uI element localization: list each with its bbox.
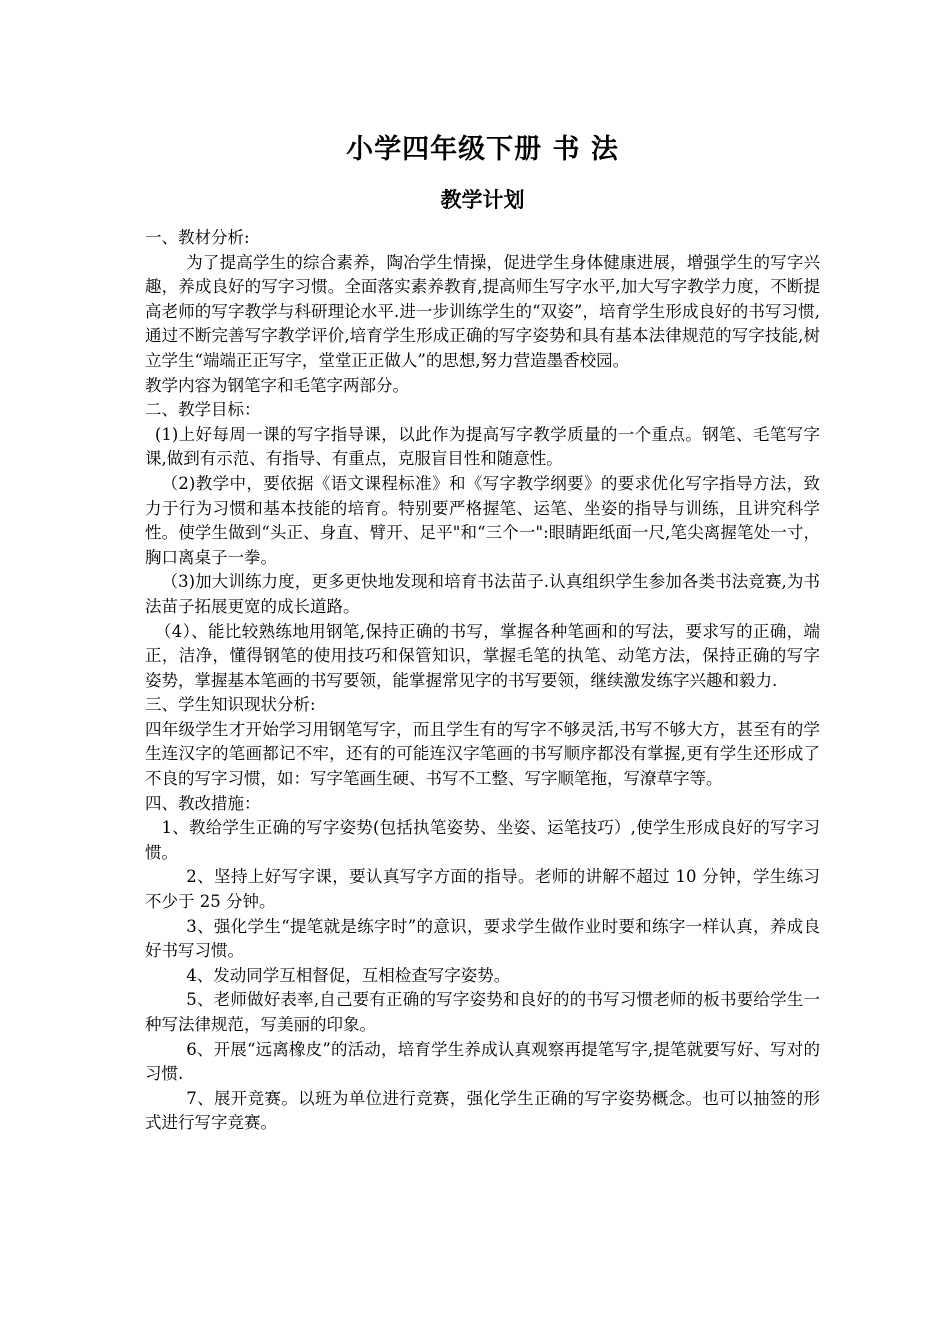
paragraph: （4）、能比较熟练地用钢笔,保持正确的书写，掌握各种笔画和的写法，要求写的正确，端正，洁净，懂得钢笔的使用技巧和保管知识，掌握毛笔的执笔、动笔方法，保持正确的写字姿势，掌握基本笔画的书写要领，能掌握常见字的书写要领，继续激发练字兴趣和毅力.: [145, 621, 820, 690]
paragraph: 四年级学生才开始学习用钢笔写字，而且学生有的写字不够灵活,书写不够大方，甚至有的学生连汉字的笔画都记不牢，还有的可能连汉字笔画的书写顺序都没有掌握,更有学生还形成了不良的写字习惯，如：写字笔画生硬、书写不工整、写字顺笔拖，写潦草字等。: [145, 719, 820, 789]
section-heading-teaching-goals: 二、教学目标：: [145, 400, 261, 420]
section-heading-textbook-analysis: 一、教材分析:: [145, 228, 250, 247]
list-item: 3、强化学生“提笔就是练字时”的意识，要求学生做作业时要和练字一样认真，养成良好书写习惯。: [145, 916, 820, 961]
list-item: 1、教给学生正确的写字姿势(包括执笔姿势、坐姿、运笔技巧）,使学生形成良好的写字习惯。: [145, 818, 820, 862]
list-item: 7、展开竞赛。以班为单位进行竞赛，强化学生正确的写字姿势概念。也可以抽签的形式进行写字竞赛。: [145, 1088, 820, 1133]
document-page: [145, 130, 820, 1136]
section-heading-student-analysis: 三、学生知识现状分析:: [145, 695, 316, 715]
paragraph: 为了提高学生的综合素养，陶冶学生情操，促进学生身体健康进展，增强学生的写字兴趣，养成良好的写字习惯。全面落实素养教育,提高师生写字水平,加大写字教学力度，不断提高老师的写字教学与科研理论水平.进一步训练学生的“双姿”，培育学生形成良好的书写习惯,通过不断完善写字教学评价,培育学生形成正确的写字姿势和具有基本法律规范的写字技能,树立学生“端端正正写字，堂堂正正做人”的思想,努力营造墨香校园。: [145, 252, 820, 370]
document-subtitle: 教学计划: [440, 188, 525, 212]
section-heading-reform-measures: 四、教改措施：: [145, 793, 261, 813]
list-item: 6、开展“远离橡皮”的活动，培育学生养成认真观察再提笔写字,提笔就要写好、写对的习惯.: [145, 1039, 820, 1084]
paragraph: 教学内容为钢笔字和毛笔字两部分。: [145, 375, 409, 395]
document-body: [145, 226, 820, 1136]
paragraph: （2)教学中，要依据《语文课程标准》和《写字教学纲要》的要求优化写字指导方法，致力于行为习惯和基本技能的培育。特别要严格握笔、运笔、坐姿的指导与训练，且讲究科学性。使学生做到“头正、身直、臂开、足平"和“三个一":眼睛距纸面一尺,笔尖离握笔处一寸，胸口离桌子一拳。: [145, 473, 820, 567]
list-item: 4、发动同学互相督促，互相检查写字姿势。: [186, 965, 511, 985]
document-title: 小学四年级下册 书 法: [346, 134, 619, 165]
paragraph: (1)上好每周一课的写字指导课，以此作为提高写字教学质量的一个重点。钢笔、毛笔写字课,做到有示范、有指导、有重点，克服盲目性和随意性。: [145, 424, 820, 469]
list-item: 5、老师做好表率,自己要有正确的写字姿势和良好的的书写习惯老师的板书要给学生一种写法律规范，写美丽的印象。: [145, 990, 820, 1034]
paragraph: （3)加大训练力度，更多更快地发现和培育书法苗子.认真组织学生参加各类书法竞赛,为书法苗子拓展更宽的成长道路。: [145, 572, 820, 616]
list-item: 2、坚持上好写字课，要认真写字方面的指导。老师的讲解不超过 10 分钟，学生练习不少于 25 分钟。: [145, 867, 820, 912]
